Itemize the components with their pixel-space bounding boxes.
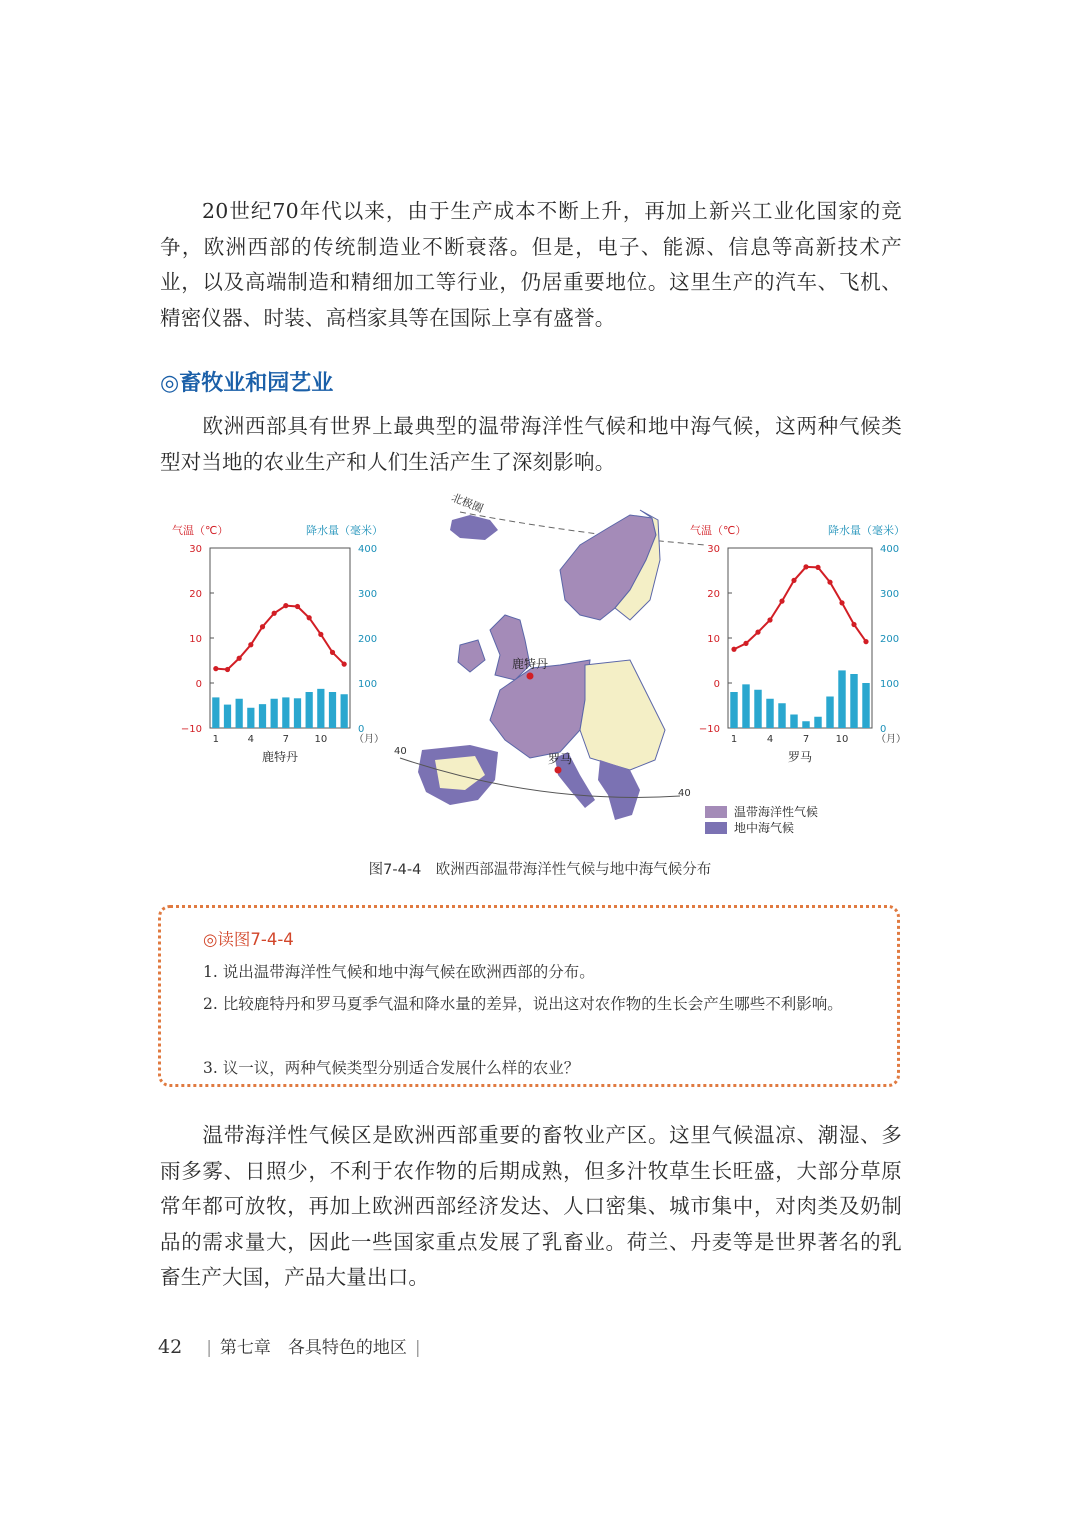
figure-svg xyxy=(160,490,906,840)
legend-swatch-oceanic xyxy=(705,806,727,818)
y-tick-temperature: 0 xyxy=(195,679,202,690)
y-tick-temperature: 10 xyxy=(707,634,720,645)
y-tick-temperature: 0 xyxy=(713,679,720,690)
temperature-line xyxy=(216,606,344,670)
chart-title: 罗马 xyxy=(787,750,813,764)
temperature-point xyxy=(815,565,820,570)
lat-label-right: 40 xyxy=(678,788,691,799)
temperature-point xyxy=(248,642,253,647)
temperature-point xyxy=(225,667,230,672)
y-axis-label-temperature: 气温（℃） xyxy=(690,524,747,537)
exercise-title: ◎读图7-4-4 xyxy=(203,930,294,949)
paragraph-dairy xyxy=(160,1118,902,1296)
page-footer xyxy=(158,1333,429,1358)
x-tick-month: 7 xyxy=(802,734,810,745)
temperature-point xyxy=(791,578,796,583)
paragraph-text: 20世纪70年代以来，由于生产成本不断上升，再加上新兴工业化国家的竞争，欧洲西部的传统制造业不断衰落。但是，电子、能源、信息等高新技术产业，以及高端制造和精细加工等行业，仍居重要地位。这里生产的汽车、飞机、精密仪器、时装、高档家具等在国际上享有盛誉。 xyxy=(160,199,902,330)
ireland-shape xyxy=(458,640,485,672)
precipitation-bar xyxy=(259,704,266,728)
temperature-point xyxy=(342,662,347,667)
precipitation-bar xyxy=(317,689,324,728)
temperature-line xyxy=(734,567,866,649)
y-tick-temperature: 20 xyxy=(707,589,720,600)
temperature-point xyxy=(779,599,784,604)
x-tick-month: 10 xyxy=(314,734,328,745)
precipitation-bar xyxy=(790,715,797,729)
temperature-point xyxy=(237,656,242,661)
precipitation-bar xyxy=(802,721,809,728)
legend-swatch-mediterranean xyxy=(705,822,727,834)
paragraph-climate xyxy=(160,409,902,480)
precipitation-bar xyxy=(826,697,833,729)
y-tick-temperature: −10 xyxy=(698,724,720,735)
x-tick-month: 4 xyxy=(247,734,255,745)
x-tick-month: 1 xyxy=(730,734,738,745)
precipitation-bar xyxy=(778,703,785,728)
paragraph-text: 温带海洋性气候区是欧洲西部重要的畜牧业产区。这里气候温凉、潮湿、多雨多雾、日照少，不利于农作物的后期成熟，但多汁牧草生长旺盛，大部分草原常年都可放牧，再加上欧洲西部经济发达、人口密集、城市集中，对肉类及奶制品的需求量大，因此一些国家重点发展了乳畜业。荷兰、丹麦等是世界著名的乳畜生产大国，产品大量出口。 xyxy=(160,1123,902,1289)
rotterdam-marker xyxy=(527,673,534,680)
temperature-point xyxy=(755,630,760,635)
chart-rome xyxy=(690,523,906,764)
chapter-title: 第七章 各具特色的地区 xyxy=(219,1338,407,1358)
temperature-point xyxy=(803,564,808,569)
y-tick-precipitation: 300 xyxy=(358,589,378,600)
footer-separator: | xyxy=(206,1338,212,1358)
x-tick-month: 1 xyxy=(212,734,220,745)
precipitation-bar xyxy=(247,708,254,728)
precipitation-bar xyxy=(814,717,821,728)
lat-label-left: 40 xyxy=(394,746,407,757)
y-tick-precipitation: 0 xyxy=(880,724,887,735)
x-axis-label: （月） xyxy=(354,734,384,745)
precipitation-bar xyxy=(850,674,857,728)
figure-caption: 图7-4-4 欧洲西部温带海洋性气候与地中海气候分布 xyxy=(368,862,712,878)
precipitation-bar xyxy=(730,692,737,728)
y-axis-label-precipitation: 降水量（毫米） xyxy=(306,524,383,537)
y-tick-temperature: 10 xyxy=(189,634,202,645)
paragraph-text: 欧洲西部具有世界上最典型的温带海洋性气候和地中海气候，这两种气候类型对当地的农业生产和人们生活产生了深刻影响。 xyxy=(160,414,902,474)
precipitation-bar xyxy=(329,692,336,728)
exercise-question-3: 3. 议一议，两种气候类型分别适合发展什么样的农业？ xyxy=(203,1059,580,1077)
exercise-question-2: 2. 比较鹿特丹和罗马夏季气温和降水量的差异，说出这对农作物的生长会产生哪些不利影响。 xyxy=(203,995,843,1013)
page-number: 42 xyxy=(158,1336,183,1358)
precipitation-bar xyxy=(236,699,243,728)
rotterdam-label: 鹿特丹 xyxy=(512,657,549,671)
paragraph-manufacturing xyxy=(160,194,902,336)
x-axis-label: （月） xyxy=(876,734,906,745)
exercise-box xyxy=(158,905,900,1087)
temperature-point xyxy=(731,647,736,652)
eastern-europe-shape xyxy=(580,660,665,770)
temperature-point xyxy=(330,650,335,655)
precipitation-bar xyxy=(282,697,289,728)
y-tick-precipitation: 100 xyxy=(880,679,900,690)
temperature-point xyxy=(767,617,772,622)
temperature-point xyxy=(213,666,218,671)
arctic-circle-label: 北极圈 xyxy=(449,490,486,516)
rome-marker xyxy=(555,767,562,774)
precipitation-bar xyxy=(766,699,773,728)
temperature-point xyxy=(839,600,844,605)
temperature-point xyxy=(283,603,288,608)
iceland-shape xyxy=(450,515,498,540)
temperature-point xyxy=(851,622,856,627)
precipitation-bar xyxy=(306,692,313,728)
precipitation-bar xyxy=(742,684,749,728)
y-axis-label-temperature: 气温（℃） xyxy=(172,524,229,537)
precipitation-bar xyxy=(212,697,219,728)
temperature-point xyxy=(295,604,300,609)
precipitation-bar xyxy=(294,698,301,728)
precipitation-bar xyxy=(838,670,845,728)
y-axis-label-precipitation: 降水量（毫米） xyxy=(828,524,905,537)
y-tick-precipitation: 400 xyxy=(358,544,378,555)
x-tick-month: 4 xyxy=(766,734,774,745)
footer-separator: | xyxy=(414,1338,421,1358)
temperature-point xyxy=(260,624,265,629)
legend-label-mediterranean: 地中海气候 xyxy=(734,821,795,835)
temperature-point xyxy=(307,615,312,620)
section-heading: ◎畜牧业和园艺业 xyxy=(160,371,334,396)
y-tick-precipitation: 300 xyxy=(880,589,900,600)
europe-map xyxy=(394,490,818,835)
temperature-point xyxy=(863,639,868,644)
x-tick-month: 7 xyxy=(282,734,290,745)
climate-figure xyxy=(160,490,906,840)
precipitation-bar xyxy=(341,694,348,728)
x-tick-month: 10 xyxy=(835,734,849,745)
temperature-point xyxy=(827,580,832,585)
y-tick-temperature: −10 xyxy=(180,724,202,735)
chart-title: 鹿特丹 xyxy=(261,750,299,764)
precipitation-bar xyxy=(862,683,869,728)
legend-label-oceanic: 温带海洋性气候 xyxy=(734,805,819,819)
precipitation-bar xyxy=(224,705,231,728)
chart-rotterdam xyxy=(172,523,384,764)
y-tick-temperature: 20 xyxy=(189,589,202,600)
temperature-point xyxy=(743,641,748,646)
rome-label: 罗马 xyxy=(548,752,573,766)
y-tick-precipitation: 400 xyxy=(880,544,900,555)
temperature-point xyxy=(318,632,323,637)
y-tick-precipitation: 200 xyxy=(880,634,900,645)
y-tick-precipitation: 0 xyxy=(358,724,365,735)
y-tick-temperature: 30 xyxy=(189,544,202,555)
temperature-point xyxy=(272,611,277,616)
precipitation-bar xyxy=(754,690,761,728)
y-tick-precipitation: 100 xyxy=(358,679,378,690)
y-tick-precipitation: 200 xyxy=(358,634,378,645)
exercise-question-1: 1. 说出温带海洋性气候和地中海气候在欧洲西部的分布。 xyxy=(203,963,595,981)
precipitation-bar xyxy=(271,699,278,728)
y-tick-temperature: 30 xyxy=(707,544,720,555)
